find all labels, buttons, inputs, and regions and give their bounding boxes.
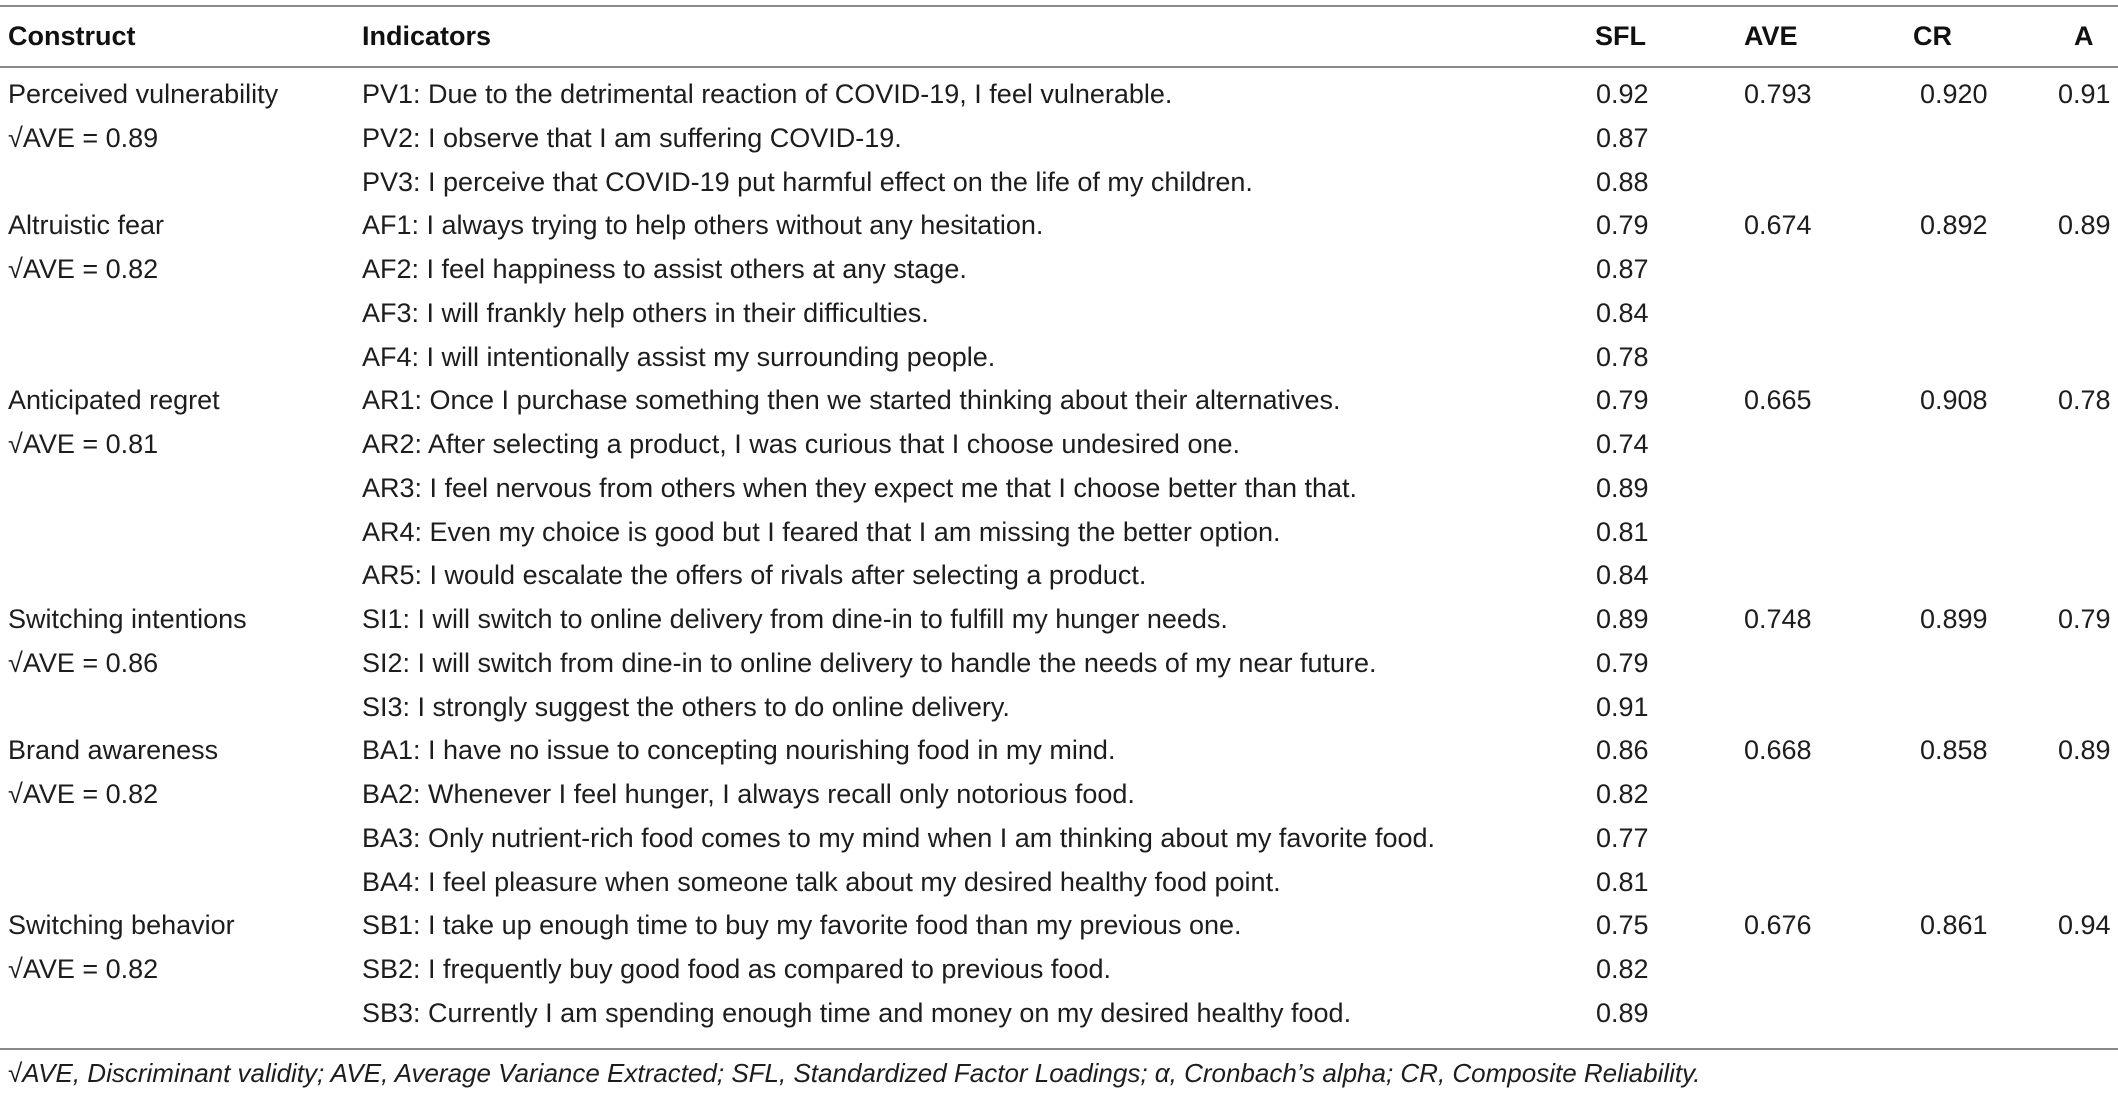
table-row [0,773,2118,817]
table-row [0,336,2118,380]
table-body [0,73,2118,1036]
header-cr: CR [1913,21,1952,51]
sfl-cell: 0.89 [1596,472,1649,503]
header-construct: Construct [8,21,136,51]
indicator-cell: AF1: I always trying to help others without any hesitation. [362,210,1044,241]
construct-cell: Perceived vulnerability [8,79,279,109]
indicator-cell: SI3: I strongly suggest the others to do online delivery. [362,691,1010,722]
construct-cell: Brand awareness [8,735,219,766]
cr-cell: 0.908 [1920,385,1988,416]
indicator-cell: PV2: I observe that I am suffering COVID-19. [362,122,902,153]
table-row [0,642,2118,686]
header-indicators: Indicators [362,21,492,51]
sfl-cell: 0.79 [1596,210,1649,241]
construct-cell: √AVE = 0.82 [8,254,159,284]
indicator-cell: AR4: Even my choice is good but I feared that I am missing the better option. [362,516,1281,547]
table-top-rule [0,5,2118,7]
alpha-cell: 0.89 [2058,210,2111,241]
construct-cell: √AVE = 0.89 [8,122,159,153]
indicator-cell: PV3: I perceive that COVID-19 put harmful effect on the life of my children. [362,166,1253,197]
ave-cell: 0.676 [1744,910,1812,941]
header-rule [0,66,2118,68]
table-footnote: √AVE, Discriminant validity; AVE, Average Variance Extracted; SFL, Standardized Factor Loadings; α, Cronbach’s alpha; CR, Composite Reliability. [8,1058,1701,1088]
indicator-cell: BA3: Only nutrient-rich food comes to my mind when I am thinking about my favorite food. [362,822,1435,853]
table-row [0,73,2118,117]
construct-cell: √AVE = 0.82 [8,954,159,984]
table-row [0,861,2118,905]
sfl-cell: 0.82 [1596,779,1649,809]
cr-cell: 0.892 [1920,210,1988,241]
sfl-cell: 0.86 [1596,735,1649,766]
cr-cell: 0.861 [1920,910,1988,941]
sfl-cell: 0.81 [1596,516,1649,547]
construct-cell: √AVE = 0.86 [8,647,159,678]
sfl-cell: 0.88 [1596,166,1649,197]
ave-cell: 0.668 [1744,735,1812,766]
indicator-cell: SB2: I frequently buy good food as compared to previous food. [362,954,1111,984]
table-row [0,598,2118,642]
indicator-cell: AR1: Once I purchase something then we started thinking about their alternatives. [362,385,1341,416]
sfl-cell: 0.87 [1596,122,1649,153]
sfl-cell: 0.75 [1596,910,1649,941]
sfl-cell: 0.91 [1596,691,1649,722]
construct-cell: Altruistic fear [8,210,165,241]
table-row [0,161,2118,205]
indicator-cell: AR2: After selecting a product, I was curious that I choose undesired one. [362,429,1241,459]
alpha-cell: 0.78 [2058,385,2111,416]
sfl-cell: 0.77 [1596,822,1649,853]
sfl-cell: 0.74 [1596,429,1649,459]
table-row [0,423,2118,467]
alpha-cell: 0.79 [2058,604,2111,634]
table-row [0,379,2118,423]
ave-cell: 0.674 [1744,210,1812,241]
sfl-cell: 0.92 [1596,79,1649,109]
sfl-cell: 0.78 [1596,341,1649,372]
indicator-cell: BA2: Whenever I feel hunger, I always recall only notorious food. [362,779,1135,809]
construct-cell: Switching behavior [8,910,235,941]
sfl-cell: 0.82 [1596,954,1649,984]
construct-cell: Switching intentions [8,604,247,634]
sfl-cell: 0.87 [1596,254,1649,284]
indicator-cell: AF2: I feel happiness to assist others at any stage. [362,254,967,284]
table-row [0,204,2118,248]
indicator-cell: SI1: I will switch to online delivery from dine-in to fulfill my hunger needs. [362,604,1228,634]
table-row [0,817,2118,861]
sfl-cell: 0.84 [1596,297,1649,328]
indicator-cell: SB1: I take up enough time to buy my favorite food than my previous one. [362,910,1242,941]
sfl-cell: 0.89 [1596,604,1649,634]
ave-cell: 0.748 [1744,604,1812,634]
header-ave: AVE [1744,21,1798,51]
sfl-cell: 0.89 [1596,997,1649,1028]
indicator-cell: AF3: I will frankly help others in their difficulties. [362,297,929,328]
alpha-cell: 0.89 [2058,735,2111,766]
sfl-cell: 0.81 [1596,866,1649,897]
indicator-cell: PV1: Due to the detrimental reaction of COVID-19, I feel vulnerable. [362,79,1173,109]
cr-cell: 0.858 [1920,735,1988,766]
indicator-cell: BA1: I have no issue to concepting nourishing food in my mind. [362,735,1116,766]
ave-cell: 0.793 [1744,79,1812,109]
indicator-cell: AF4: I will intentionally assist my surrounding people. [362,341,996,372]
table-row [0,729,2118,773]
cr-cell: 0.899 [1920,604,1988,634]
sfl-cell: 0.79 [1596,647,1649,678]
table-row [0,948,2118,992]
header-sfl: SFL [1595,21,1646,51]
table-bottom-rule [0,1048,2118,1050]
construct-cell: Anticipated regret [8,385,220,416]
indicator-cell: SB3: Currently I am spending enough time and money on my desired healthy food. [362,997,1352,1028]
indicator-cell: AR5: I would escalate the offers of rivals after selecting a product. [362,560,1147,591]
sfl-cell: 0.84 [1596,560,1649,591]
table-row [0,467,2118,511]
alpha-cell: 0.94 [2058,910,2111,941]
cr-cell: 0.920 [1920,79,1988,109]
construct-cell: √AVE = 0.81 [8,429,159,459]
table-row [0,511,2118,555]
indicator-cell: BA4: I feel pleasure when someone talk about my desired healthy food point. [362,866,1281,897]
sfl-cell: 0.79 [1596,385,1649,416]
indicator-cell: AR3: I feel nervous from others when they expect me that I choose better than that. [362,472,1358,503]
table-row [0,117,2118,161]
header-alpha: Α [2074,21,2094,51]
indicator-cell: SI2: I will switch from dine-in to online delivery to handle the needs of my near future. [362,647,1377,678]
table-row [0,292,2118,336]
table-row [0,248,2118,292]
table-row [0,686,2118,730]
alpha-cell: 0.91 [2058,79,2111,109]
ave-cell: 0.665 [1744,385,1812,416]
table-row [0,904,2118,948]
construct-cell: √AVE = 0.82 [8,779,159,809]
table-row [0,992,2118,1036]
table-row [0,554,2118,598]
